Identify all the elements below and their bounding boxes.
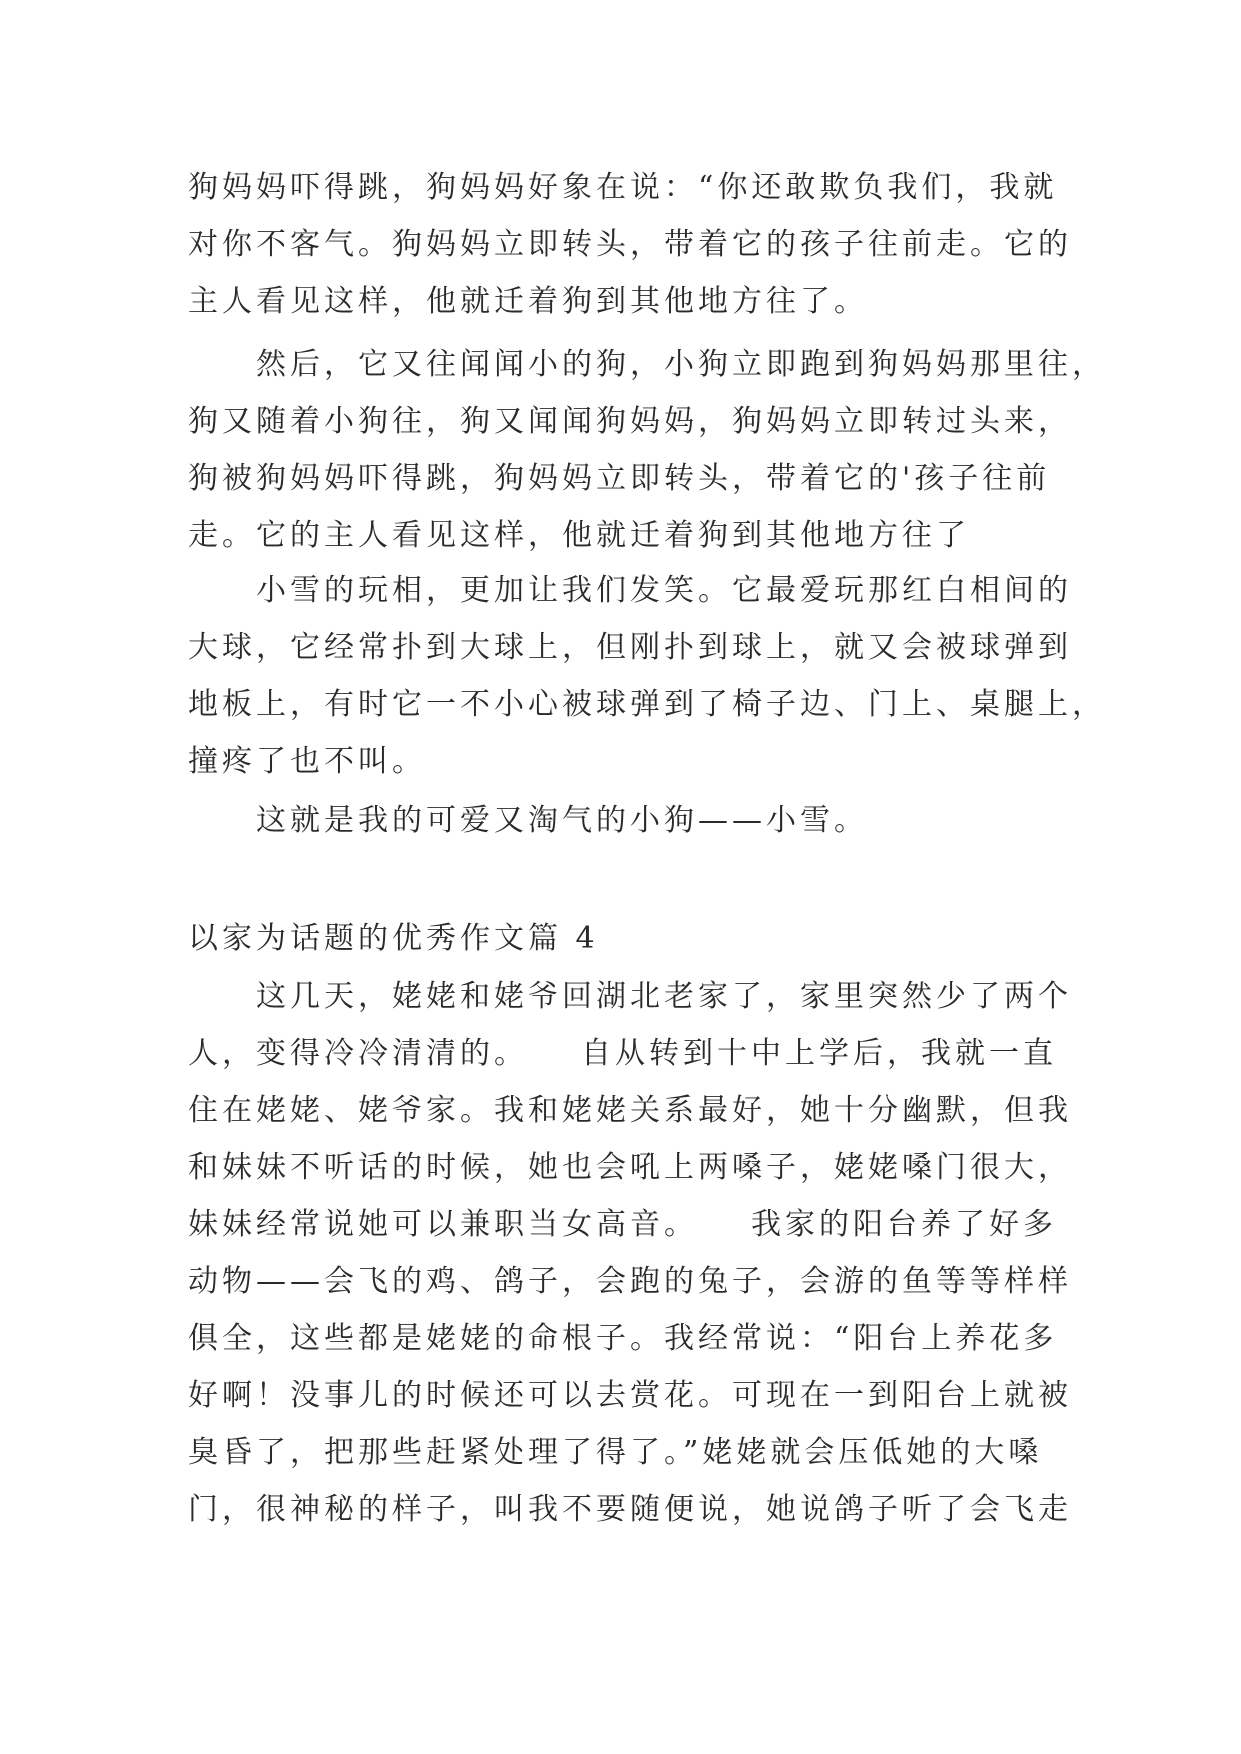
text-line: 门，很神秘的样子，叫我不要随便说，她说鸽子听了会飞走 [188, 1492, 1072, 1527]
text-line: 走。它的主人看见这样，他就迁着狗到其他地方往了 [188, 518, 970, 553]
text-line: 然后，它又往闻闻小的狗，小狗立即跑到狗妈妈那里往， [256, 347, 1106, 382]
paragraph-play [188, 562, 1106, 790]
text-line: 狗被狗妈妈吓得跳，狗妈妈立即转头，带着它的'孩子往前 [188, 461, 1051, 496]
section-heading [188, 910, 1068, 967]
heading-text: 以家为话题的优秀作文篇 4 [188, 921, 599, 956]
text-line: 狗妈妈吓得跳，狗妈妈好象在说：“你还敢欺负我们，我就 [188, 170, 1058, 205]
text-line: 好啊！没事儿的时候还可以去赏花。可现在一到阳台上就被 [188, 1378, 1072, 1413]
text-line: 对你不客气。狗妈妈立即转头，带着它的孩子往前走。它的 [188, 227, 1072, 262]
text-line: 俱全，这些都是姥姥的命根子。我经常说：“阳台上养花多 [188, 1321, 1058, 1356]
text-line: 撞疼了也不叫。 [188, 744, 426, 779]
text-line: 妹妹经常说她可以兼职当女高音。 我家的阳台养了好多 [188, 1207, 1057, 1242]
text-line: 住在姥姥、姥爷家。我和姥姥关系最好，她十分幽默，但我 [188, 1093, 1072, 1128]
paragraph-dog-sniff [188, 336, 1106, 564]
paragraph-conclusion [188, 792, 1068, 849]
text-line: 动物——会飞的鸡、鸽子，会跑的兔子，会游的鱼等等样样 [188, 1264, 1072, 1299]
text-line: 地板上，有时它一不小心被球弹到了椅子边、门上、桌腿上， [188, 687, 1106, 722]
text-line: 臭昏了，把那些赶紧处理了得了。”姥姥就会压低她的大嗓 [188, 1435, 1043, 1470]
text-line: 大球，它经常扑到大球上，但刚扑到球上，就又会被球弹到 [188, 630, 1072, 665]
text-line: 主人看见这样，他就迁着狗到其他地方往了。 [188, 284, 868, 319]
text-line: 这就是我的可爱又淘气的小狗——小雪。 [256, 803, 868, 838]
text-line: 和妹妹不听话的时候，她也会吼上两嗓子，姥姥嗓门很大， [188, 1150, 1072, 1185]
paragraph-continuation [188, 159, 1072, 330]
text-line: 小雪的玩相，更加让我们发笑。它最爱玩那红白相间的 [256, 573, 1072, 608]
text-line: 狗又随着小狗往，狗又闻闻狗妈妈，狗妈妈立即转过头来， [188, 404, 1072, 439]
paragraph-home [188, 968, 1072, 1538]
text-line: 人，变得冷冷清清的。 自从转到十中上学后，我就一直 [188, 1036, 1057, 1071]
text-line: 这几天，姥姥和姥爷回湖北老家了，家里突然少了两个 [256, 979, 1072, 1014]
